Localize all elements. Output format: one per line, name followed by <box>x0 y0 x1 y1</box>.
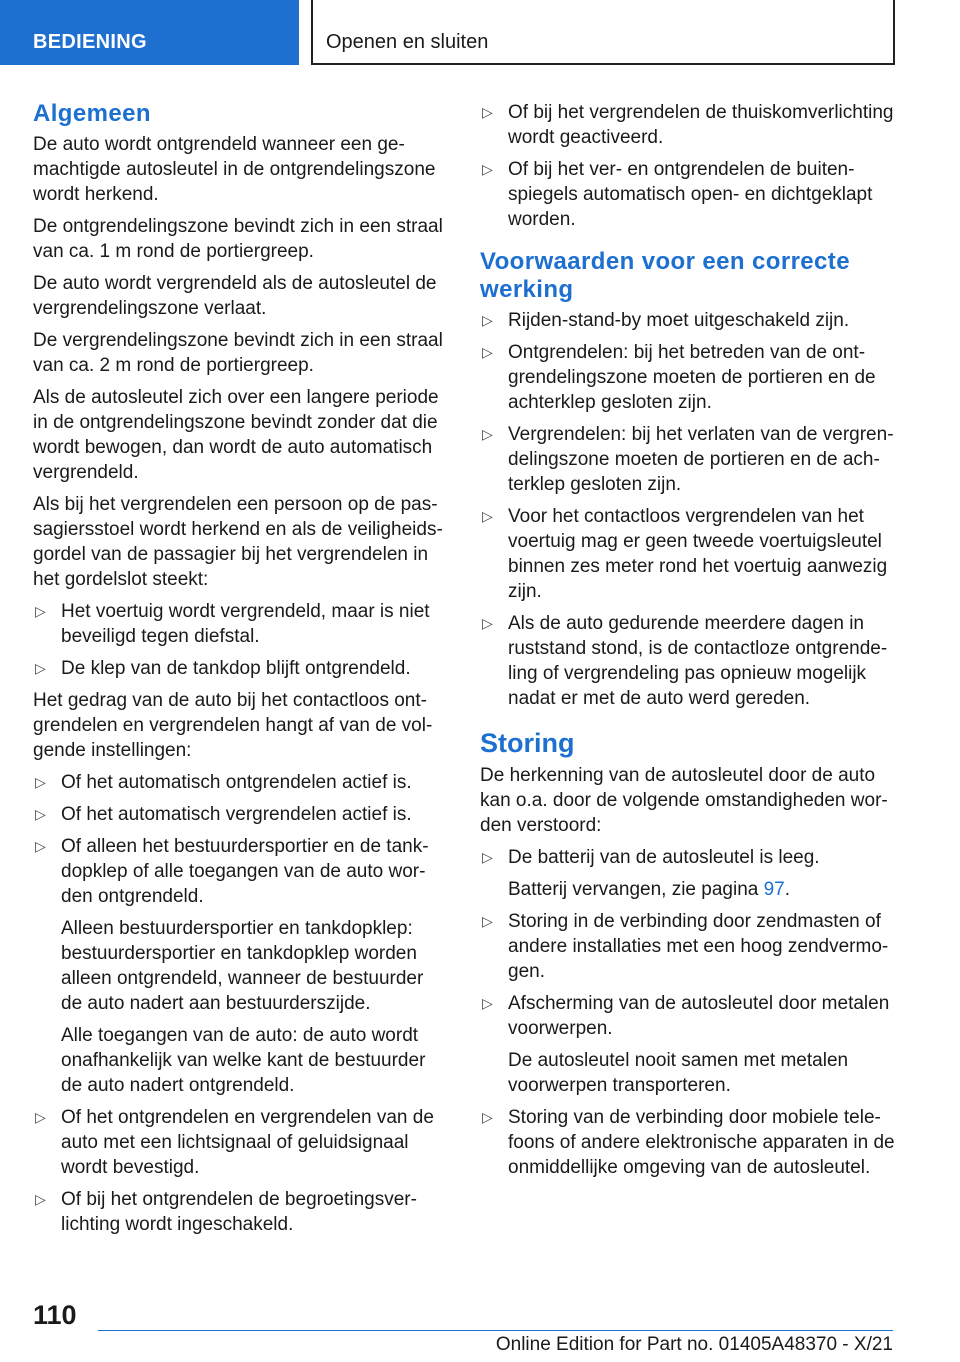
list-item: ▷ Of bij het ver- en ontgrendelen de buitenspiegels automatisch open- en dichtgeklapt worden. <box>482 159 873 230</box>
triangle-bullet-icon: ▷ <box>482 615 493 631</box>
triangle-bullet-icon: ▷ <box>482 508 493 524</box>
bullet-list <box>33 599 443 681</box>
list-item: ▷ Vergrendelen: bij het verlaten van de vergrendelingszone moeten de portieren en de achterklep gesloten zijn. <box>482 424 894 495</box>
triangle-bullet-icon: ▷ <box>482 426 493 442</box>
triangle-bullet-icon: ▷ <box>35 806 46 822</box>
triangle-bullet-icon: ▷ <box>35 1109 46 1125</box>
page-link-97[interactable]: 97 <box>763 879 785 900</box>
paragraph: De auto wordt vergrendeld als de autosleutel de vergrendelingszone verlaat. <box>33 273 437 319</box>
list-item: ▷ Storing van de verbinding door mobiele telefoons of andere elektronische apparaten in de onmiddellijke omgeving van de autosleutel. <box>482 1107 895 1178</box>
heading-voorwaarden: Voorwaarden voor een correcte werking <box>480 248 850 303</box>
page-number: 110 <box>33 1300 77 1330</box>
list-item: ▷ Afscherming van de autosleutel door metalen voorwerpen. De autosleutel nooit samen met metalen voorwerpen transporteren. <box>482 993 890 1096</box>
bullet-list <box>33 770 443 1237</box>
list-item: ▷ Of bij het ontgrendelen de begroetingsverlichting wordt ingeschakeld. <box>35 1189 417 1235</box>
footer-edition: Online Edition for Part no. 01405A48370 - X/21 <box>495 1334 893 1355</box>
left-column <box>33 100 443 1244</box>
bullet-list <box>480 100 898 232</box>
paragraph: De ontgrendelingszone bevindt zich in een straal van ca. 1 m rond de portiergreep. <box>33 216 443 262</box>
triangle-bullet-icon: ▷ <box>482 913 493 929</box>
list-item: ▷ Of alleen het bestuurdersportier en de tankdopklep of alle toegangen van de auto worden ontgrendeld. Alleen bestuurdersportier en tankdopklep: bestuurdersportier en tankdopklep worden alleen ontgrendeld, wanneer de bestuurder de auto nadert aan bestuurderszijde. Alle toegangen van de auto: de auto wordt onafhankelijk van welke kant de bestuurder de auto nadert ontgrendeld. <box>35 836 429 1096</box>
triangle-bullet-icon: ▷ <box>482 344 493 360</box>
heading-storing: Storing <box>480 728 575 758</box>
bullet-list <box>480 845 898 1180</box>
triangle-bullet-icon: ▷ <box>35 1191 46 1207</box>
chapter-title: Openen en sluiten <box>326 31 489 53</box>
triangle-bullet-icon: ▷ <box>35 660 46 676</box>
list-item: ▷ Storing in de verbinding door zendmasten of andere installaties met een hoog zendvermogen. <box>482 911 889 982</box>
list-item: ▷ Als de auto gedurende meerdere dagen in ruststand stond, is de contactloze ontgrendeling of vergrendeling pas opnieuw mogelijk nadat er met de auto werd gereden. <box>482 613 888 709</box>
triangle-bullet-icon: ▷ <box>482 849 493 865</box>
list-item: ▷ Rijden-stand-by moet uitgeschakeld zijn. <box>482 310 850 331</box>
heading-algemeen: Algemeen <box>33 100 151 127</box>
footer-rule <box>98 1330 893 1331</box>
list-item: ▷ Of het ontgrendelen en vergrendelen van de auto met een lichtsignaal of geluidsignaal wordt bevestigd. <box>35 1107 434 1178</box>
paragraph: Het gedrag van de auto bij het contactloos ontgrendelen en vergrendelen hangt af van de volgende instellingen: <box>33 690 433 761</box>
triangle-bullet-icon: ▷ <box>482 995 493 1011</box>
list-item: ▷ De batterij van de autosleutel is leeg. Batterij vervangen, zie pagina 97. <box>482 847 820 900</box>
header-underline <box>311 63 895 65</box>
list-item: ▷ Het voertuig wordt vergrendeld, maar is niet beveiligd tegen diefstal. <box>35 601 430 647</box>
triangle-bullet-icon: ▷ <box>482 161 493 177</box>
header-divider-right <box>893 0 895 64</box>
section-label: BEDIENING <box>33 31 147 53</box>
paragraph: De vergrendelingszone bevindt zich in een straal van ca. 2 m rond de portiergreep. <box>33 330 443 376</box>
triangle-bullet-icon: ▷ <box>482 104 493 120</box>
list-item: ▷ Of het automatisch ontgrendelen actief is. <box>35 772 412 793</box>
header-divider-left <box>311 0 313 64</box>
paragraph: Als de autosleutel zich over een langere periode in de ontgrendelingszone bevindt zonder dat die wordt bewogen, dan wordt de auto automatisch vergrendeld. <box>33 387 439 483</box>
paragraph: De herkenning van de autosleutel door de auto kan o.a. door de volgende omstandigheden worden verstoord: <box>480 765 888 836</box>
bullet-list <box>480 308 898 711</box>
triangle-bullet-icon: ▷ <box>482 1109 493 1125</box>
triangle-bullet-icon: ▷ <box>35 603 46 619</box>
list-item: ▷ Of bij het vergrendelen de thuiskomverlichting wordt geactiveerd. <box>482 102 894 148</box>
list-item: ▷ Of het automatisch vergrendelen actief is. <box>35 804 412 825</box>
triangle-bullet-icon: ▷ <box>35 774 46 790</box>
list-item: ▷ Ontgrendelen: bij het betreden van de ontgrendelingszone moeten de portieren en de achterklep gesloten zijn. <box>482 342 876 413</box>
right-column <box>480 100 898 1187</box>
paragraph: De auto wordt ontgrendeld wanneer een gemachtigde autosleutel in de ontgrendelingszone wordt herkend. <box>33 134 436 205</box>
triangle-bullet-icon: ▷ <box>35 838 46 854</box>
paragraph: Als bij het vergrendelen een persoon op de passagiersstoel wordt herkend en als de veiligheidsgordel van de passagier bij het vergrendelen in het gordelslot steekt: <box>33 494 443 590</box>
list-item: ▷ Voor het contactloos vergrendelen van het voertuig mag er geen tweede voertuigsleutel binnen zes meter rond het voertuig aanwezig zijn. <box>482 506 888 602</box>
triangle-bullet-icon: ▷ <box>482 312 493 328</box>
section-tab <box>0 0 299 65</box>
list-item: ▷ De klep van de tankdop blijft ontgrendeld. <box>35 658 411 679</box>
